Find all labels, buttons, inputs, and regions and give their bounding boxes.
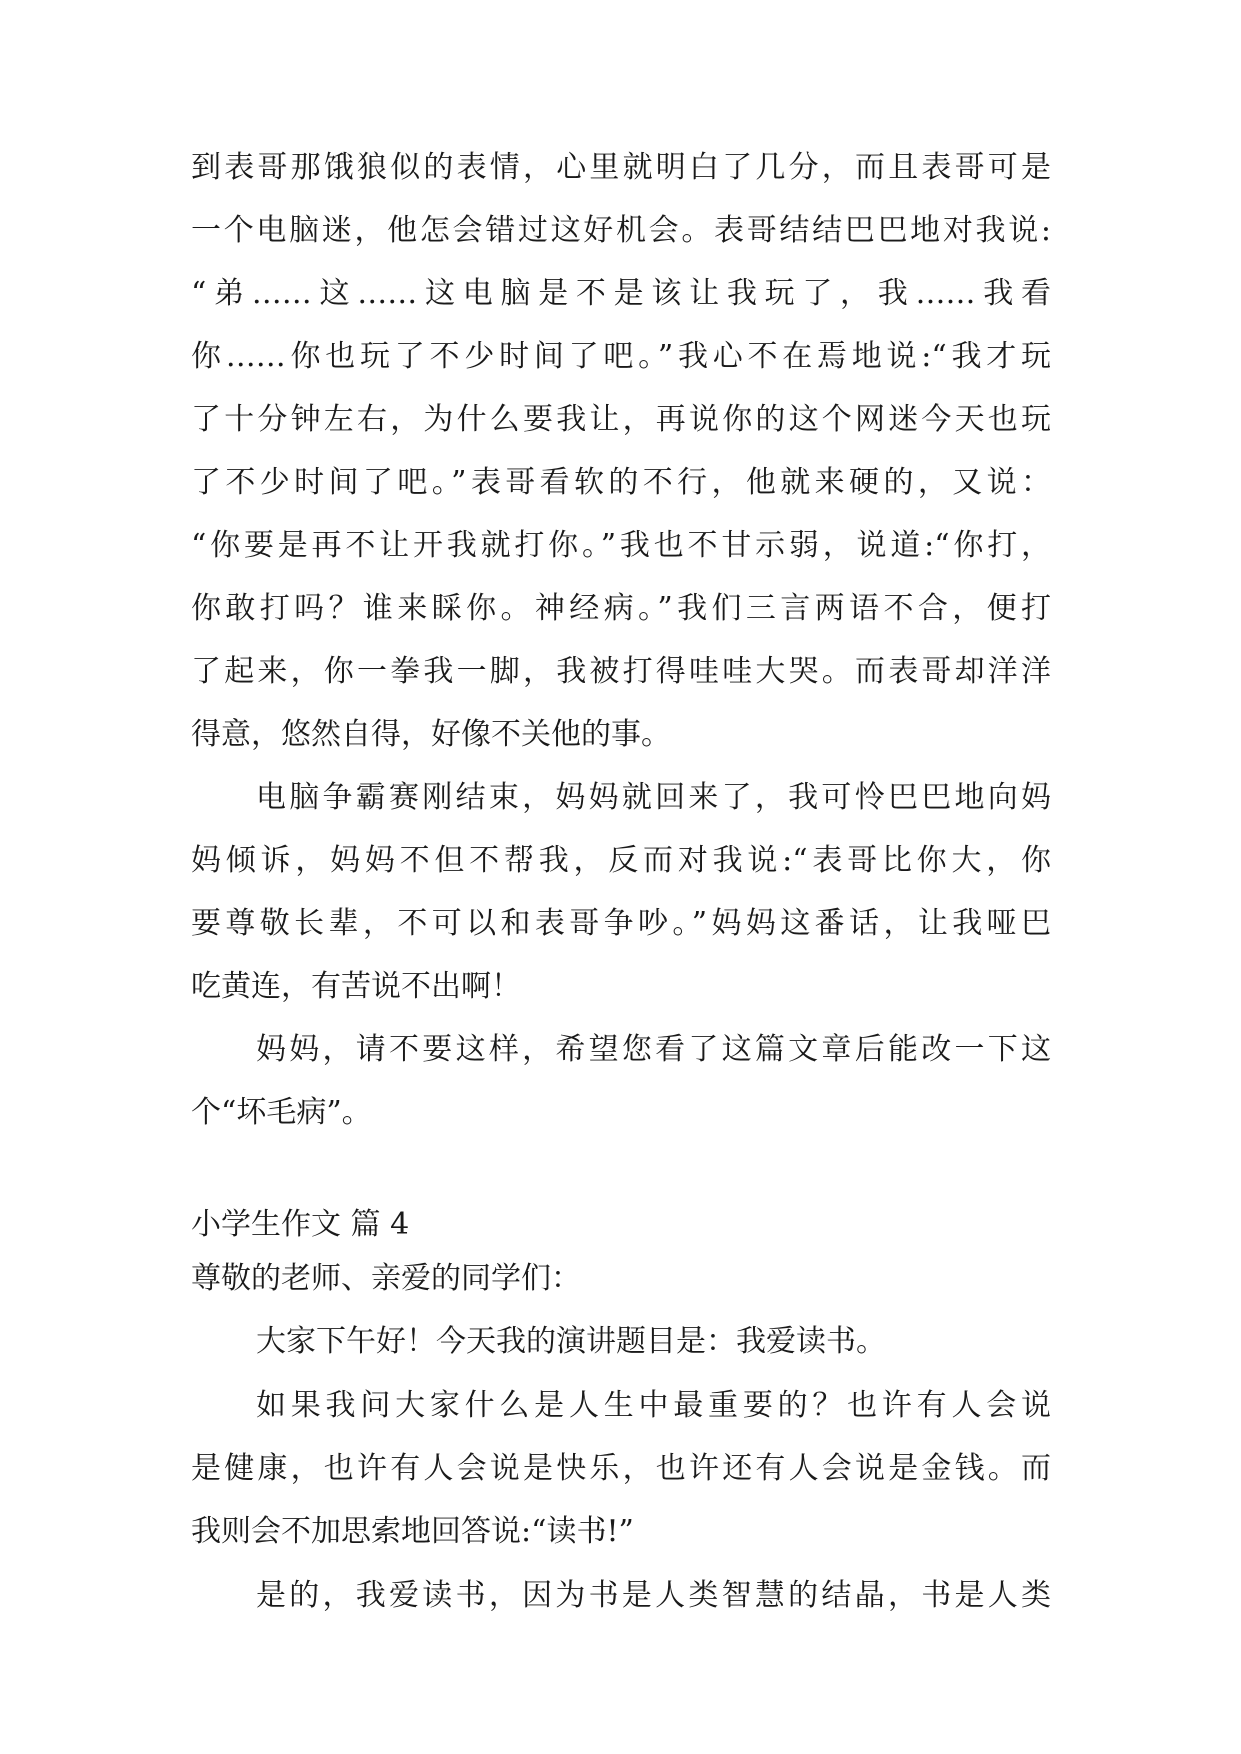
paragraph-line: 是健康，也许有人会说是快乐，也许还有人会说是金钱。而 <box>191 1451 1051 1486</box>
paragraph-line: 一个电脑迷，他怎会错过这好机会。表哥结结巴巴地对我说: <box>191 213 1051 248</box>
section-title: 小学生作文 篇 4 <box>191 1207 410 1242</box>
paragraph-line: 到表哥那饿狼似的表情，心里就明白了几分，而且表哥可是 <box>191 150 1051 185</box>
paragraph-line: 妈妈，请不要这样，希望您看了这篇文章后能改一下这 <box>256 1032 1051 1067</box>
paragraph-line: 是的，我爱读书，因为书是人类智慧的结晶，书是人类 <box>256 1578 1051 1613</box>
paragraph-line: “弟……这……这电脑是不是该让我玩了，我……我看 <box>191 276 1051 311</box>
paragraph-line: 要尊敬长辈，不可以和表哥争吵。”妈妈这番话，让我哑巴 <box>191 906 1051 941</box>
paragraph-line: 了不少时间了吧。”表哥看软的不行，他就来硬的，又说： <box>191 465 1051 500</box>
paragraph-line: 妈倾诉，妈妈不但不帮我，反而对我说:“表哥比你大，你 <box>191 843 1051 878</box>
paragraph-line: 了起来，你一拳我一脚，我被打得哇哇大哭。而表哥却洋洋 <box>191 654 1051 689</box>
paragraph-line: 如果我问大家什么是人生中最重要的？也许有人会说 <box>256 1388 1051 1423</box>
paragraph-line: 吃黄连，有苦说不出啊！ <box>191 969 521 1004</box>
paragraph-line: 你敢打吗？谁来睬你。神经病。”我们三言两语不合，便打 <box>191 591 1051 626</box>
paragraph-line: 个“坏毛病”。 <box>191 1095 372 1130</box>
paragraph-line: 了十分钟左右，为什么要我让，再说你的这个网迷今天也玩 <box>191 402 1051 437</box>
paragraph-line: 得意，悠然自得，好像不关他的事。 <box>191 717 671 752</box>
paragraph-line: “你要是再不让开我就打你。”我也不甘示弱，说道:“你打， <box>191 528 1051 563</box>
paragraph-line: 电脑争霸赛刚结束，妈妈就回来了，我可怜巴巴地向妈 <box>256 780 1051 815</box>
greeting-line: 大家下午好！今天我的演讲题目是：我爱读书。 <box>256 1324 886 1359</box>
paragraph-line: 我则会不加思索地回答说:“读书!” <box>191 1514 634 1549</box>
salutation: 尊敬的老师、亲爱的同学们： <box>191 1261 581 1296</box>
paragraph-line: 你……你也玩了不少时间了吧。”我心不在焉地说:“我才玩 <box>191 339 1051 374</box>
